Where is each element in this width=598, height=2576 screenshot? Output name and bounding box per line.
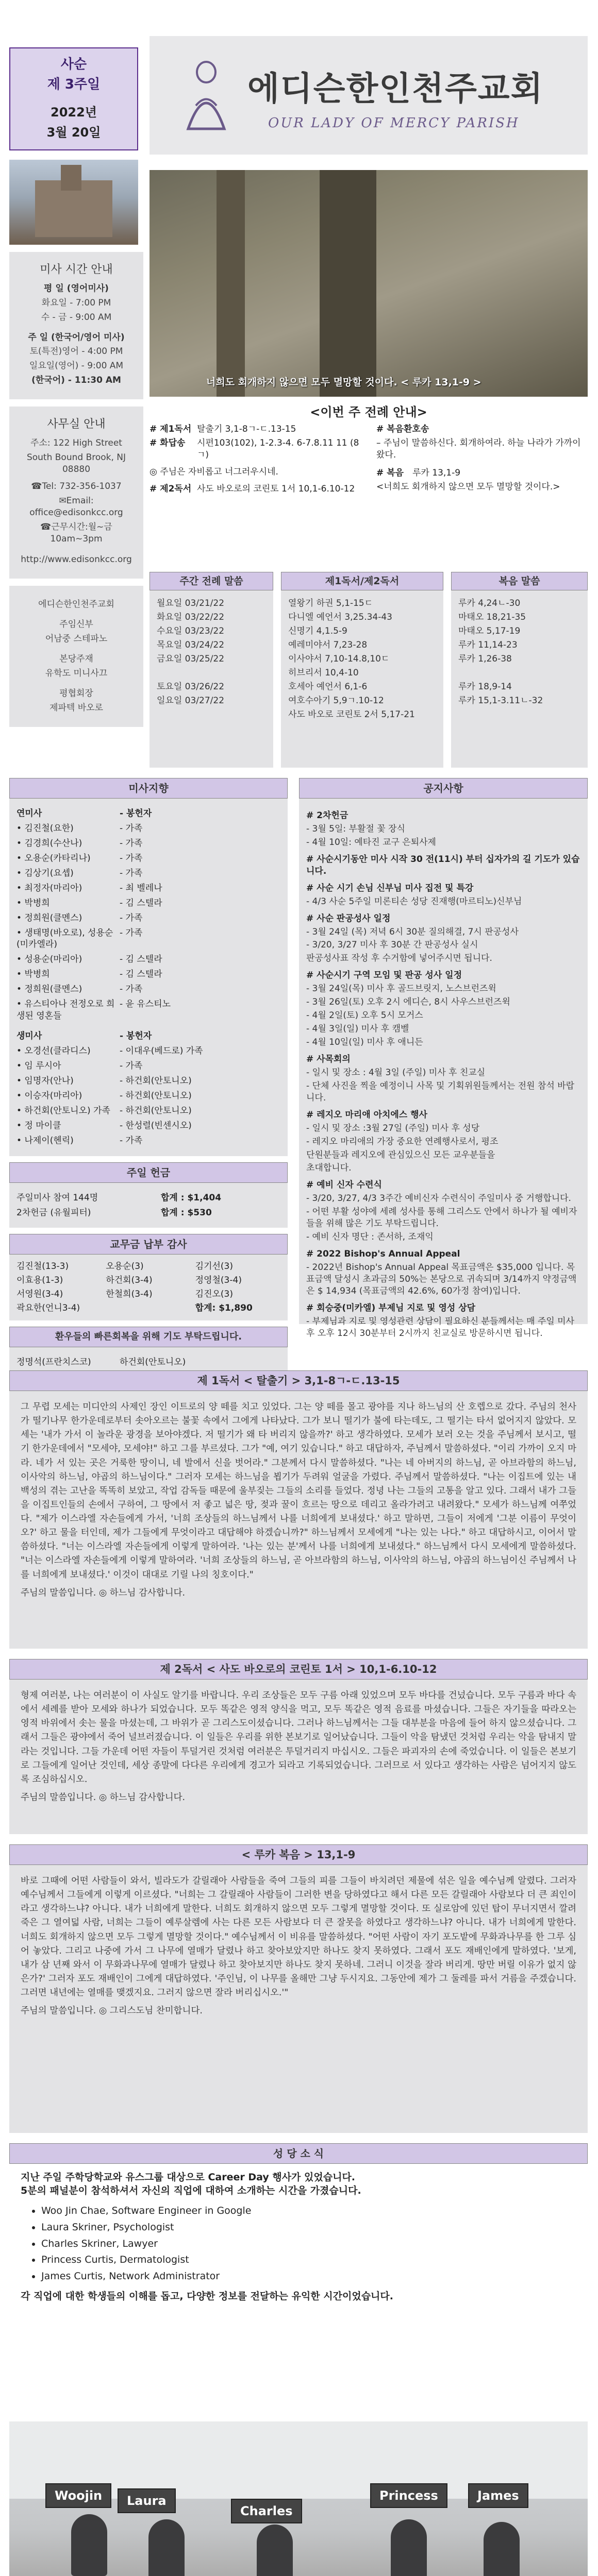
news-heading: # 사순 판공성사 일정 (306, 913, 391, 924)
news-title: 공지사항 (299, 778, 588, 799)
church-name: 에디슨한인천주교회 (247, 70, 544, 108)
living-heading: 생미사 (16, 1031, 42, 1042)
requiem-row-name: • 유스티아나 전정오로 희생된 영혼들 (16, 999, 115, 1022)
dues-entry: 정영철(3-4) (195, 1275, 242, 1286)
living-row (16, 1060, 280, 1072)
requiem-row (16, 969, 280, 980)
living-row (16, 1090, 280, 1102)
living-row (16, 1045, 280, 1057)
requiem-row (16, 954, 280, 965)
prayer-row (16, 1357, 280, 1368)
reading-row: 일요일 03/27/22 (157, 695, 225, 706)
reading2-title: 제 2독서 < 사도 바오로의 코린토 1서 > 10,1-6.10-12 (9, 1659, 588, 1680)
psalm-response: ◎ 주님은 자비롭고 너그러우시네. (150, 466, 278, 477)
news-heading: # 예비 신자 수련식 (306, 1180, 382, 1191)
living-row-donor: - 가족 (120, 1135, 143, 1146)
requiem-row-name: • 박병희 (16, 897, 50, 908)
weekly-readings-title: 제1독서/제2독서 (281, 572, 443, 590)
weekly-days-list (150, 590, 273, 714)
dues-list (9, 1255, 288, 1320)
requiem-row-donor: - 김 스텔라 (120, 969, 162, 980)
parish-news-section (9, 2143, 588, 2311)
news-line: - 4/3 사순 5주일 미론티손 성당 진재행(마르티노)신부님 (306, 896, 522, 907)
mass-intentions-list (9, 799, 288, 1156)
news-line: - 일시 및 장소 : 4월 3일 (주일) 미사 후 친교실 (306, 1067, 486, 1078)
reading2-text: 사도 바오로의 코린토 1서 10,1-6.10-12 (197, 483, 355, 494)
living-row (16, 1105, 280, 1117)
news-line: - 4월 10일: 예타진 교구 은퇴사제 (306, 837, 436, 848)
requiem-row-donor: - 가족 (120, 823, 143, 834)
requiem-row (16, 984, 280, 995)
requiem-row-donor: - 윤 유스티노 (120, 999, 171, 1010)
requiem-row-name: • 정희원(클멘스) (16, 912, 82, 923)
staff-role-1: 주임신부 (59, 619, 93, 630)
weekday-time-1: 화요일 - 7:00 PM (41, 297, 111, 308)
offering-amount-1: 합계 : $1,404 (161, 1192, 222, 1203)
living-row-donor: - 한성렬(빈센시오) (120, 1120, 192, 1131)
reading-row: 목요일 03/24/22 (157, 639, 225, 650)
requiem-row-name: • 박병희 (16, 969, 50, 980)
gospel-acclamation-label: # 복음환호송 (376, 424, 429, 434)
office-address-1: 주소: 122 High Street (30, 437, 122, 448)
gospel-title: < 루카 복음 > 13,1-9 (9, 1844, 588, 1865)
sidebar (9, 160, 143, 793)
gospel-caption: 너희도 회개하지 않으면 모두 멸망할 것이다. < 루카 13,1-9 > (206, 377, 481, 388)
requiem-row-donor: - 가족 (120, 853, 143, 863)
reading-row: 금요일 03/25/22 (157, 653, 225, 664)
sunday-time-1: 토(특전)영어 - 4:00 PM (29, 346, 123, 357)
news-heading: # 사목회의 (306, 1054, 351, 1064)
reading1-label: # 제1독서 (150, 424, 192, 434)
weekly-gospel-list (451, 590, 588, 714)
mass-times-title: 미사 시간 안내 (40, 263, 113, 276)
parish-news-intro-2: 5분의 패널분이 참석하셔서 자신의 직업에 대하여 소개하는 시간을 가졌습니다. (21, 2184, 361, 2196)
weekly-gospel-box (451, 572, 588, 768)
reading-row: 토요일 03/26/22 (157, 681, 225, 692)
mary-logo-icon (178, 57, 235, 134)
dues-entry: 한철희(3-4) (106, 1289, 153, 1300)
reading-row: 마태오 18,21-35 (458, 612, 526, 622)
news-line: - 어떤 부활 성야에 세례 성사를 통해 그리스도 안에서 하나가 될 예비자들을 위해 많은 기도 부탁드립니다. (306, 1207, 577, 1229)
sunday-title: 주 일 (한국어/영어 미사) (28, 332, 125, 343)
reading-row: 루카 4,24ㄴ-30 (458, 598, 521, 608)
gospel-illustration (150, 170, 588, 397)
news-line: 초대합니다. (306, 1163, 352, 1174)
requiem-row-name: • 정희원(클멘스) (16, 984, 82, 995)
photo-tag-5: James (468, 2483, 528, 2508)
living-donor-heading: - 봉헌자 (120, 1031, 152, 1042)
staff-title: 에디슨한인천주교회 (38, 599, 114, 610)
reading-row: 루카 15,1-3.11ㄴ-32 (458, 695, 543, 706)
requiem-row-donor: - 김 스텔라 (120, 954, 162, 965)
news-line: - 4월 3일(일) 미사 후 캠벨 (306, 1024, 409, 1035)
liturgical-season: 사순 (60, 57, 87, 72)
reading-row: 사도 바오로 코린토 2서 5,17-21 (288, 709, 415, 720)
parish-news-outro: 각 직업에 대한 학생들의 이해를 돕고, 다양한 정보를 전달하는 유익한 시간이었습니다. (21, 2291, 393, 2302)
news-line: - 3/20, 3/27 미사 후 30분 간 판공성사 실시 (306, 940, 478, 951)
reading-row: 여호수아기 5,9ㄱ.10-12 (288, 695, 384, 706)
sunday-time-2: 일요일(영어) - 9:00 AM (29, 361, 124, 371)
dues-title: 교무금 납부 감사 (9, 1234, 288, 1255)
dues-entry: 하건회(3-4) (106, 1275, 153, 1286)
living-row (16, 1135, 280, 1147)
mass-intentions-column (9, 778, 288, 1408)
panel-person: • James Curtis, Network Administrator (41, 2270, 576, 2283)
living-row-donor: - 하건회(안토니오) (120, 1090, 192, 1101)
reading-row (458, 667, 580, 679)
reading-row: 루카 1,26-38 (458, 653, 512, 664)
reading1-closing: 주님의 말씀입니다. ◎ 하느님 감사합니다. (21, 1587, 186, 1598)
reading1-title: 제 1독서 < 탈출기 > 3,1-8ㄱ-ㄷ.13-15 (9, 1370, 588, 1391)
weekly-gospel-title: 복음 말씀 (451, 572, 588, 590)
requiem-row-name: • 성용순(마리아) (16, 954, 82, 965)
news-heading: # 사순 시기 손님 신부님 미사 집전 및 특강 (306, 883, 474, 893)
offering-label-1: 주일미사 참여 144명 (16, 1192, 98, 1203)
news-line: - 4월 2일(토) 오후 5시 모거스 (306, 1010, 423, 1021)
reading-row: 다니엘 예언서 3,25.34-43 (288, 612, 392, 622)
news-line: 판공성사표 작성 후 수거함에 넣어주시면 됩니다. (306, 953, 492, 964)
living-row (16, 1075, 280, 1087)
weekday-title: 평 일 (영어미사) (44, 283, 109, 294)
living-row-name: • 임 루시아 (16, 1060, 61, 1071)
reading-row: 수요일 03/23/22 (157, 625, 225, 636)
photo-tag-3: Charles (231, 2499, 302, 2523)
requiem-row-donor: - 김 스텔라 (120, 897, 162, 908)
dues-entry: 김진오(3) (195, 1289, 234, 1300)
living-row-name: • 정 마이클 (16, 1120, 61, 1131)
reading2-section (9, 1659, 588, 1834)
requiem-row (16, 823, 280, 835)
photo-tag-4: Princess (370, 2483, 447, 2508)
staff-role-3: 평협회장 (59, 688, 93, 699)
reading-row: 열왕기 하권 5,1-15ㄷ (288, 598, 373, 608)
news-line: - 3월 24일(목) 미사 후 골드브릿지, 노스브런즈윅 (306, 984, 496, 994)
staff-name-1: 어남중 스테파노 (45, 634, 108, 645)
requiem-row-name: • 김경희(수산나) (16, 838, 82, 849)
office-hours: ☎근무시간:월~금 10am~3pm (40, 521, 112, 544)
prayer-name: 하건회(안토니오) (120, 1357, 186, 1368)
news-line: - 3/20, 3/27, 4/3 3주간 예비신자 수련식이 주일미사 중 거행합니다. (306, 1193, 571, 1204)
office-tel: ☎Tel: 732-356-1037 (31, 481, 122, 492)
news-line: - 3월 26일(토) 오후 2시 에디슨, 8시 사우스브런즈윅 (306, 997, 510, 1008)
offering-title: 주일 헌금 (9, 1162, 288, 1183)
reading-row: 이사야서 7,10-14.8,10ㄷ (288, 653, 390, 664)
news-line: - 일시 및 장소 :3월 27일 (주일) 미사 후 성당 (306, 1123, 480, 1133)
requiem-donor-heading: - 봉헌자 (120, 808, 152, 819)
reading-row: 루카 11,14-23 (458, 639, 518, 650)
requiem-row-donor: - 가족 (120, 927, 143, 938)
gospel-acclamation-text: – 주님이 말씀하신다. 회개하여라. 하늘 나라가 가까이 왔다. (376, 437, 581, 460)
requiem-row (16, 998, 280, 1022)
reading-row: 히브리서 10,4-10 (288, 667, 359, 678)
reading2-closing: 주님의 말씀입니다. ◎ 하느님 감사합니다. (21, 1792, 186, 1803)
career-day-photo-1 (9, 2421, 588, 2576)
requiem-row-name: • 생태명(바오로), 성용순(미카엘라) (16, 927, 113, 950)
news-line: - 2022년 Bishop's Annual Appeal 목표금액은 $35,000 입니다. 목표금액 달성시 초과금의 50%는 본당으로 귀속되며 3/14까지 약정금액은 $ 14,934 (목표금액의 42.6%, 60가정 참여)입니다. (306, 1262, 577, 1296)
requiem-row-name: • 김상기(요셉) (16, 868, 74, 878)
offering-amount-2: 합계 : $530 (161, 1207, 212, 1218)
gospel-label: # 복음 (376, 467, 404, 478)
parish-news-title: 성 당 소 식 (9, 2143, 588, 2164)
website-link[interactable]: http://www.edisonkcc.org (21, 554, 132, 565)
panel-list (41, 2205, 576, 2283)
requiem-row-donor: - 최 벨레나 (120, 883, 162, 893)
news-line: - 예비 신자 명단 : 존서하, 조재익 (306, 1232, 434, 1243)
photo-tag-1: Woojin (45, 2483, 111, 2508)
gospel-closing: 주님의 말씀입니다. ◎ 그리스도님 찬미합니다. (21, 2006, 203, 2016)
living-row-name: • 오경선(클라디스) (16, 1046, 91, 1056)
requiem-row (16, 897, 280, 909)
offering-label-2: 2차헌금 (유월피터) (16, 1207, 91, 1218)
requiem-heading: 연미사 (16, 808, 42, 819)
news-heading: # 사순시기 구역 모임 및 판공 성사 일정 (306, 970, 462, 981)
living-row-donor: - 가족 (120, 1060, 143, 1071)
gospel-body: 바로 그때에 어떤 사람들이 와서, 빌라도가 갈릴래아 사람들을 죽여 그들의 피를 그들이 바치려던 제물에 섞은 일을 예수님께 알렸다. 그러자 예수님께서 그들에게 이렇게 이르셨다. "너희는 그 갈릴래아 사람들이 그러한 변을 당하였다고 해서 다른 모든 갈릴래아 사람보다 더 큰 죄인이라고 생각하느냐? 아니다. 내가 너희에게 말한다. 너희도 회개하지 않으면 모두 그렇게 멸망할 것이다. 또 실로암에 있던 탑이 무너지면서 깔려 죽은 그 열여덟 사람, 너희는 그들이 예루살렘에 사는 다른 모든 사람보다 더 큰 잘못을 하였다고 생각하느냐? 아니다. 내가 너희에게 말한다. 너희도 회개하지 않으면 모두 그렇게 멸망할 것이다." 예수님께서 이 비유를 말씀하셨다. "어떤 사람이 자기 포도밭에 무화과나무를 한 그루 심어 놓았다. 그리고 나중에 가서 그 나무에 열매가 달렸나 하고 찾아보았지만 하나도 찾지 못하였다. 그래서 포도 재배인에게 말하였다. '보게, 내가 삼 년째 와서 이 무화과나무에 열매가 달렸나 하고 찾아보지만 하나도 찾지 못하네. 그러니 이것을 잘라 버리게. 땅만 버릴 이유가 없지 않은가?' 그러자 포도 재배인이 그에게 대답하였다. '주인님, 이 나무를 올해만 그냥 두시지요. 그동안에 제가 그 둘레를 파서 거름을 주겠습니다. 그러면 내년에는 열매를 맺겠지요. 그러지 않으면 잘라 버리십시오.'" (21, 1876, 576, 1998)
news-heading: # 회승중(미카엘) 부제님 지로 및 영성 상담 (306, 1302, 476, 1313)
office-address-2: South Bound Brook, NJ 08880 (26, 452, 126, 474)
offering-box (9, 1183, 288, 1228)
news-line: - 3월 5일: 부활절 꽃 장식 (306, 823, 405, 834)
photo-tag-2: Laura (118, 2488, 176, 2513)
dues-entry: 김진철(13-3) (16, 1261, 69, 1272)
reading-row: 마태오 5,17-19 (458, 625, 521, 636)
psalm-label: # 화답송 (150, 437, 186, 448)
dues-entry: 곽요한(언니3-4) (16, 1303, 80, 1314)
requiem-row (16, 883, 280, 894)
parish-news-intro-1: 지난 주일 주학당학교와 유스그룹 대상으로 Career Day 행사가 있었습니다. (21, 2172, 356, 2183)
date-box (9, 47, 138, 150)
news-line: - 4월 10일(일) 미사 후 애니든 (306, 1037, 423, 1047)
mass-intentions-title: 미사지향 (9, 778, 288, 799)
gospel-section (9, 1844, 588, 2133)
living-row-name: • 이승자(마리아) (16, 1090, 82, 1101)
living-row-donor: - 하건회(안토니오) (120, 1075, 192, 1086)
requiem-row (16, 927, 280, 951)
dues-entry: 오용순(3) (106, 1261, 144, 1272)
reading-row (157, 667, 266, 679)
reading-row: 예레미야서 7,23-28 (288, 639, 368, 650)
date: 3월 20일 (46, 125, 101, 140)
news-heading: # 사순시기동안 미사 시작 30 전(11시) 부터 십자가의 길 기도가 있습니다. (306, 854, 580, 876)
panel-person: • Princess Curtis, Dermatologist (41, 2253, 576, 2267)
weekly-readings-box (281, 572, 443, 768)
dues-entry: 김기선(3) (195, 1261, 234, 1272)
staff-box (9, 586, 143, 727)
reading-row: 월요일 03/21/22 (157, 598, 225, 608)
weekly-days-box (150, 572, 273, 768)
liturgy-title: <이번 주 전례 안내> (310, 405, 427, 419)
dues-entry (106, 1302, 191, 1314)
staff-role-2: 본당주재 (59, 654, 93, 665)
psalm-text: 시편103(102), 1-2.3-4. 6-7.8.11 11 (8ㄱ) (197, 437, 359, 460)
news-line: - 3월 24일 (목) 저녁 6시 30분 질의해결, 7시 판공성사 (306, 926, 519, 937)
requiem-row (16, 853, 280, 865)
sunday-time-3: (한국어) - 11:30 AM (31, 375, 121, 386)
living-row-name: • 하건회(안토니오) 가족 (16, 1105, 110, 1116)
requiem-row-name: • 김진철(요한) (16, 823, 74, 834)
requiem-row-donor: - 가족 (120, 912, 143, 923)
weekly-readings-list (281, 590, 443, 727)
prayer-name: 정명석(프란치스코) (16, 1357, 91, 1368)
office-title: 사무실 안내 (47, 418, 106, 431)
news-line: - 단체 사진을 찍을 예정이니 사목 및 기획위원들께서는 전원 참석 바랍니다. (306, 1080, 574, 1103)
requiem-row-donor: - 가족 (120, 984, 143, 995)
panel-person: • Charles Skriner, Lawyer (41, 2238, 576, 2251)
living-row (16, 1120, 280, 1132)
reading2-body: 형제 여러분, 나는 여러분이 이 사실도 알기를 바랍니다. 우리 조상들은 모두 구름 아래 있었으며 모두 바다를 건넜습니다. 모두 구름과 바다 속에서 세례를 받아 모세와 하나가 되었습니다. 모두 똑같은 영적 양식을 먹고, 모두 똑같은 영적 음료를 마셨습니다. 그들은 자기들을 따라오는 영적 바위에서 솟는 물을 마셨는데, 그 바위가 곧 그리스도이셨습니다. 그러나 하느님께서는 그들 대부분을 마음에 들어 하지 않으셨습니다. 그래서 그들은 광야에서 죽어 널브러졌습니다. 이 일들은 우리를 위한 본보기로 일어났습니다. 그들이 악을 탐냈던 것처럼 우리는 악을 탐내지 말라는 것입니다. 그들 가운데 어떤 자들이 투덜거린 것처럼 여러분은 투덜거리지 마십시오. 그들은 파괴자의 손에 죽었습니다. 이 일들은 본보기로 그들에게 일어난 것인데, 세상 종말에 다다른 우리에게 경고가 되라고 기록되었습니다. 그러므로 서 있다고 생각하는 사람은 넘어지지 않도록 조심하십시오. (21, 1690, 576, 1785)
dues-entry: 합계: $1,890 (195, 1303, 253, 1314)
year: 2022년 (51, 105, 97, 120)
news-line: 단원분들과 레지오에 관심있으신 모든 교우분들을 (306, 1149, 495, 1160)
reading1-section (9, 1370, 588, 1649)
requiem-row-name: • 오용순(카타리나) (16, 853, 91, 863)
news-list (299, 799, 588, 1338)
news-line: - 레지오 마리애의 가장 중요한 연례행사로서, 평조 (306, 1136, 499, 1147)
mass-times-box (9, 252, 143, 399)
gospel-text: 루카 13,1-9 (412, 467, 461, 478)
gospel-note: <너희도 회개하지 않으면 모두 멸망할 것이다.> (376, 481, 560, 492)
header (0, 0, 598, 170)
reading-row: 화요일 03/22/22 (157, 612, 225, 622)
living-row-name: • 임명자(안나) (16, 1075, 74, 1086)
news-heading: # 2022 Bishop's Annual Appeal (306, 1249, 460, 1260)
living-row-donor: - 이대우(베드로) 가족 (120, 1046, 203, 1056)
panel-person: • Woo Jin Chae, Software Engineer in Google (41, 2205, 576, 2218)
news-column (299, 778, 588, 1338)
staff-name-2: 유학도 미니사끄 (45, 668, 108, 679)
reading2-label: # 제2독서 (150, 483, 192, 494)
living-row-donor: - 하건회(안토니오) (120, 1105, 192, 1116)
reading1-text: 탈출기 3,1-8ㄱ-ㄷ.13-15 (197, 424, 296, 434)
weekday-time-2: 수 - 금 - 9:00 AM (41, 312, 112, 323)
dues-entry: 서영원(3-4) (16, 1289, 63, 1300)
requiem-row (16, 838, 280, 850)
reading1-body: 그 무렵 모세는 미디안의 사제인 장인 이트로의 양 떼를 치고 있었다. 그는 양 떼를 몰고 광야를 지나 하느님의 산 호렙으로 갔다. 주님의 천사가 떨기나무 한가운데로부터 솟아오르는 불꽃 속에서 그에게 나타났다. 그가 보니 떨기가 불에 타는데도, 그 떨기는 타서 없어지지 않았다. 모세는 '내가 가서 이 놀라운 광경을 보아야겠다. 저 떨기가 왜 타 버리지 않을까?' 하고 생각하였다. 모세가 보러 오는 것을 주님께서 보시고, 떨기 한가운데에서 "모세야, 모세야!" 하고 그를 부르셨다. 그가 "예, 여기 있습니다." 하고 대답하자, 주님께서 말씀하셨다. "이리 가까이 오지 마라. 네가 서 있는 곳은 거룩한 땅이니, 네 발에서 신을 벗어라." 그분께서 다시 말씀하셨다. "나는 네 아버지의 하느님, 곧 아브라함의 하느님, 이사악의 하느님, 야곱의 하느님이다." 그러자 모세는 하느님을 뵙기가 두려워 얼굴을 가렸다. 주님께서 말씀하셨다. "나는 이집트에 있는 내 백성의 겪는 고난을 똑똑히 보았고, 작업 감독들 때문에 울부짖는 그들의 소리를 들었다. 정녕 나는 그들의 고통을 알고 있다. 그래서 내가 그들을 이집트인들의 손에서 구하여, 그 땅에서 저 좋고 넓은 땅, 젖과 꿀이 흐르는 땅으로 데리고 올라가려고 내려왔다." 모세가 하느님께 여쭈었다. "제가 이스라엘 자손들에게 가서, '너희 조상들의 하느님께서 나를 너희에게 보내셨다.' 하고 말하면, 그들이 저에게 '그분 이름이 무엇이오?' 하고 물을 터인데, 제가 그들에게 무엇이라고 대답해야 하겠습니까?" 하느님께서 모세에게 "나는 있는 나다." 하고 대답하시고, 이어서 말씀하셨다. "너는 이스라엘 자손들에게 이렇게 말하여라. '나는 있는 분'께서 나를 너희에게 보내셨다." 하느님께서 다시 모세에게 말씀하셨다. "너는 이스라엘 자손들에게 이렇게 말하여라. '너희 조상들의 하느님, 곧 아브라함의 하느님, 이사악의 하느님, 야곱의 하느님이신 주님께서 나를 너희에게 보내셨다.' 이것이 대대로 기릴 나의 칭호이다." (21, 1402, 576, 1580)
office-box (9, 406, 143, 579)
office-email: ✉Email: office@edisonkcc.org (29, 495, 123, 518)
requiem-row-name: • 최정자(마리아) (16, 883, 82, 893)
requiem-row-donor: - 가족 (120, 838, 143, 849)
news-heading: # 2차헌금 (306, 810, 348, 821)
living-row-name: • 나제이(헨릭) (16, 1135, 74, 1146)
weekly-days-title: 주간 전례 말씀 (150, 572, 273, 590)
news-line: - 부제님과 지로 및 영성관련 상담이 필요하신 분들께서는 매 주일 미사 후 오후 12시 30분부터 2시까지 친교실로 방문하시면 됩니다. (306, 1316, 574, 1338)
staff-name-3: 제파텍 바오로 (49, 703, 103, 713)
church-name-en: OUR LADY OF MERCY PARISH (268, 115, 520, 131)
reading-row: 신명기 4,1.5-9 (288, 625, 347, 636)
news-heading: # 레지오 마리애 아치에스 행사 (306, 1109, 427, 1120)
church-building-photo (9, 160, 138, 245)
reading-row: 루카 18,9-14 (458, 681, 512, 692)
prayer-title: 환우들의 빠른회복을 위해 기도 부탁드립니다. (9, 1327, 288, 1347)
liturgical-week: 제 3주일 (47, 77, 101, 93)
requiem-row (16, 868, 280, 879)
dues-entry: 이효용(1-3) (16, 1275, 63, 1286)
requiem-row (16, 912, 280, 924)
panel-person: • Laura Skriner, Psychologist (41, 2221, 576, 2234)
reading-row: 호세아 예언서 6,1-6 (288, 681, 368, 692)
requiem-row-donor: - 가족 (120, 868, 143, 878)
